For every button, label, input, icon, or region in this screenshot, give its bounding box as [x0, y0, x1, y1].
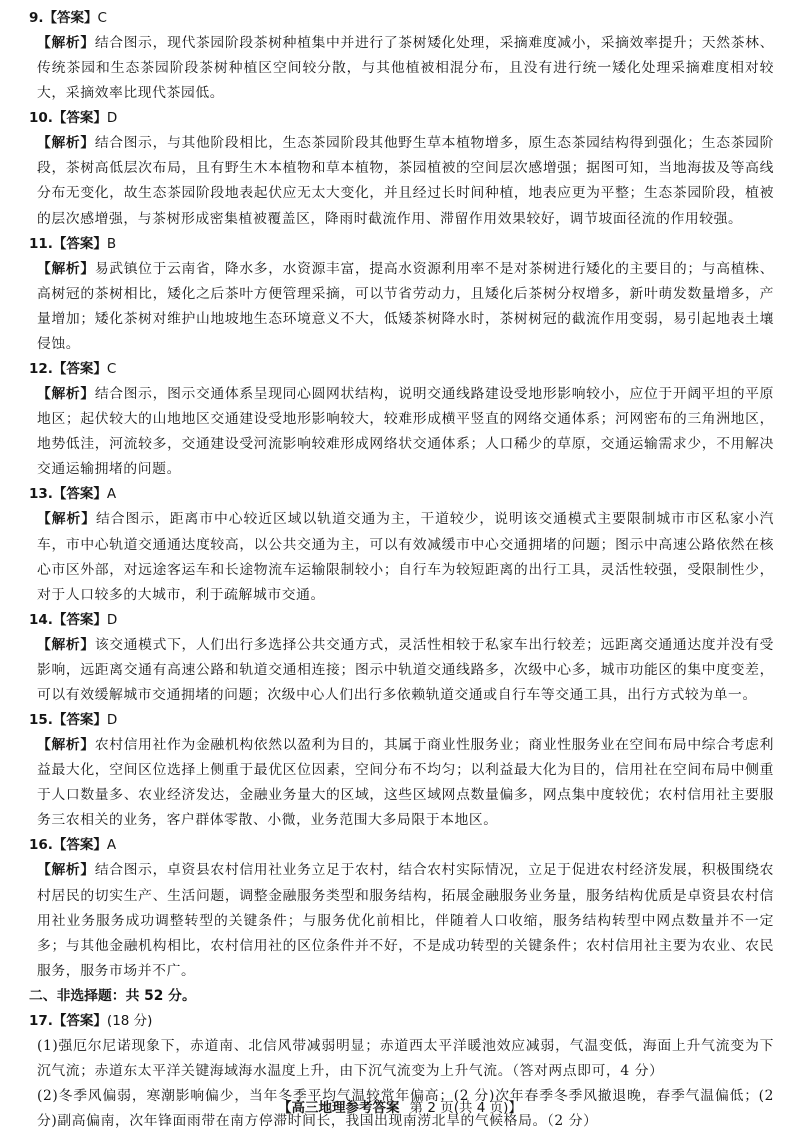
question-13-analysis: 【解析】结合图示，距离市中心较近区域以轨道交通为主，干道较少，说明该交通模式主要限制城市市区私家小汽车，市中心轨道交通通达度较高，以公共交通为主，可以有效减缓市中心交通拥堵的问题；图示中高速公路依然在核心市区外部，对远途客运车和长途物流车运输限制较小；自行车为较短距离的出行工具，灵活性较强，受限制性少，对于人口较多的大城市，利于疏解城市交通。	[37, 511, 774, 603]
question-14-answer: 14.【答案】D	[29, 611, 118, 628]
question-13-answer: 13.【答案】A	[29, 486, 117, 503]
question-14-analysis: 【解析】该交通模式下，人们出行多选择公共交通方式，灵活性相较于私家车出行较差；远距离交通通达度并没有受影响，远距离交通有高速公路和轨道交通相连接；图示中轨道交通线路多，次级中心多，城市功能区的集中度变差，可以有效缓解城市交通拥堵的问题；次级中心人们出行多依赖轨道交通或自行车等交通工具，出行方式较为单一。	[37, 636, 774, 703]
section-heading: 二、非选择题：共 52 分。	[29, 987, 196, 1004]
question-9-analysis: 【解析】结合图示，现代茶园阶段茶树种植集中并进行了茶树矮化处理，采摘难度减小，采摘效率提升；天然茶林、传统茶园和生态茶园阶段茶树种植区空间较分散，与其他植被相混分布，且没有进行统一矮化处理采摘难度相对较大，采摘效率比现代茶园低。	[37, 35, 774, 102]
question-15-answer: 15.【答案】D	[29, 712, 118, 729]
footer-title: 【高三地理参考答案	[278, 1100, 400, 1116]
question-12-analysis: 【解析】结合图示，图示交通体系呈现同心圆网状结构，说明交通线路建设受地形影响较小，应位于开阔平坦的平原地区；起伏较大的山地地区交通建设受地形影响较大，较难形成横平竖直的网络交通体系；河网密布的三角洲地区，地势低洼，河流较多，交通建设受河流影响较难形成网络状交通体系；人口稀少的草原，交通运输需求少，不用解决交通运输拥堵的问题。	[37, 386, 774, 478]
question-10-answer: 10.【答案】D	[29, 110, 118, 127]
footer-page-number: 第 2 页(共 4 页)】	[409, 1100, 522, 1116]
question-17-answer: 17.【答案】(18 分)	[29, 1012, 153, 1029]
question-10-analysis: 【解析】结合图示，与其他阶段相比，生态茶园阶段其他野生草本植物增多，原生态茶园结构得到强化；生态茶园阶段，茶树高低层次布局，且有野生木本植物和草本植物，茶园植被的空间层次感增强；据图可知，当地海拔及等高线分布无变化，故生态茶园阶段地表起伏应无太大变化，并且经过长时间种植，地表应更为平整；生态茶园阶段，植被的层次感增强，与茶树形成密集植被覆盖区，降雨时截流作用、滞留作用效果较好，调节坡面径流的作用较强。	[37, 135, 774, 227]
question-11-answer: 11.【答案】B	[29, 235, 117, 252]
question-9-answer: 9.【答案】C	[29, 10, 107, 26]
page-footer	[0, 1096, 800, 1116]
question-12-answer: 12.【答案】C	[29, 361, 117, 378]
question-17-part-2: (2)冬季风偏弱，寒潮影响偏少，当年冬季平均气温较常年偏高；(2 分)次年春季冬季风撤退晚，春季气温偏低；(2 分)副高偏南，次年锋面雨带在南方停滞时间长，我国出现南涝北旱的气候格局。（2 分）	[37, 1088, 774, 1130]
question-15-analysis: 【解析】农村信用社作为金融机构依然以盈利为目的，其属于商业性服务业；商业性服务业在空间布局中综合考虑利益最大化，空间区位选择上侧重于最优区位因素，空间分布不均匀；以利益最大化为目的，信用社在空间布局中侧重于人口数量多、农业经济发达，金融业务量大的区域，这些区域网点数量偏多，网点集中度较优；农村信用社主要服务三农相关的业务，客户群体零散、小微，业务范围大多局限于本地区。	[37, 737, 774, 829]
question-17-part-1: (1)强厄尔尼诺现象下，赤道南、北信风带减弱明显；赤道西太平洋暖池效应减弱，气温变低，海面上升气流变为下沉气流；赤道东太平洋关键海域海水温度上升，由下沉气流变为上升气流。（答对两点即可，4 分）	[37, 1037, 774, 1079]
question-16-analysis: 【解析】结合图示，卓资县农村信用社业务立足于农村，结合农村实际情况，立足于促进农村经济发展，积极围绕农村居民的切实生产、生活问题，调整金融服务类型和服务结构，拓展金融服务业务量，服务结构优质是卓资县农村信用社业务服务成功调整转型的关键条件；与服务优化前相比，伴随着人口收缩，服务结构转型中网点数量并不一定多；与其他金融机构相比，农村信用社的区位条件并不好，不是成功转型的关键条件；农村信用社主要为农业、农民服务，服务市场并不广。	[37, 862, 774, 979]
question-11-analysis: 【解析】易武镇位于云南省，降水多，水资源丰富，提高水资源利用率不是对茶树进行矮化的主要目的；与高植株、高树冠的茶树相比，矮化之后茶叶方便管理采摘，可以节省劳动力，且矮化后茶树分杈增多，新叶萌发数量增多，产量增加；矮化茶树对维护山地坡地生态环境意义不大，低矮茶树降水时，茶树树冠的截流作用变弱，易引起地表土壤侵蚀。	[37, 260, 774, 352]
question-16-answer: 16.【答案】A	[29, 837, 117, 854]
